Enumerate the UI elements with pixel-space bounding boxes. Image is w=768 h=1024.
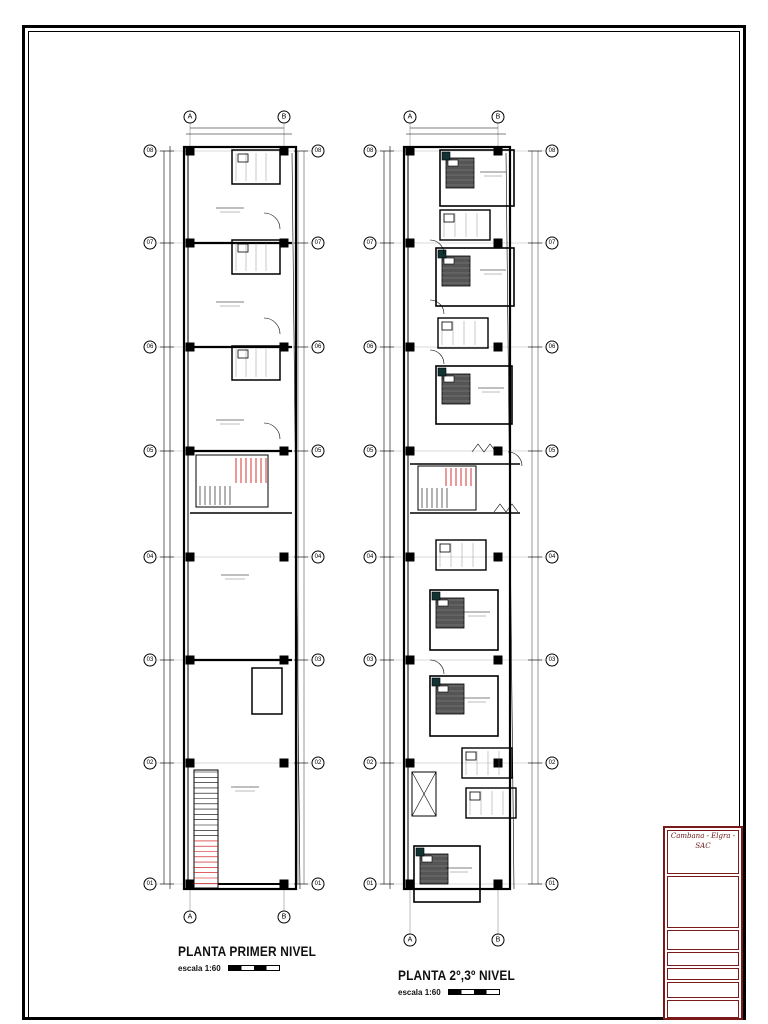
- grid-row-label: 02: [314, 760, 322, 766]
- pillow: [448, 160, 458, 166]
- title-block-district: [667, 968, 739, 980]
- toilet: [470, 792, 480, 800]
- pillow: [422, 856, 432, 862]
- scale-label-first-floor: escala 1:60: [178, 964, 221, 973]
- grid-column-label: A: [407, 936, 413, 944]
- grid-row-label: 01: [146, 881, 154, 887]
- plant: [442, 152, 450, 160]
- door-swing: [494, 504, 518, 512]
- grid-row-label: 03: [366, 657, 374, 663]
- grid-row-label: 02: [366, 760, 374, 766]
- plant: [416, 848, 424, 856]
- bathroom: [252, 668, 282, 714]
- grid-row-label: 04: [146, 554, 154, 560]
- title-block-sheet-number: [667, 1000, 739, 1018]
- title-block-sheet-name: [667, 982, 739, 998]
- bathroom: [436, 540, 486, 570]
- grid-row-label: 07: [366, 240, 374, 246]
- bathroom: [438, 318, 488, 348]
- structural-column: [494, 553, 502, 561]
- structural-column: [494, 343, 502, 351]
- grid-row-label: 08: [548, 148, 556, 154]
- structural-column: [280, 147, 288, 155]
- bathroom: [466, 788, 516, 818]
- grid-row-label: 07: [146, 240, 154, 246]
- structural-column: [406, 759, 414, 767]
- structural-column: [280, 553, 288, 561]
- structural-column: [494, 656, 502, 664]
- scale-bar-upper-floors: [448, 989, 500, 995]
- grid-row-label: 03: [314, 657, 322, 663]
- grid-row-label: 04: [366, 554, 374, 560]
- grid-row-label: 04: [548, 554, 556, 560]
- pillow: [444, 376, 454, 382]
- grid-row-label: 07: [548, 240, 556, 246]
- plan-title-upper-floors: PLANTA 2º,3º NIVEL: [398, 967, 515, 983]
- plant: [432, 678, 440, 686]
- grid-row-label: 01: [314, 881, 322, 887]
- grid-column-label: B: [495, 113, 501, 121]
- grid-row-label: 07: [314, 240, 322, 246]
- toilet: [444, 214, 454, 222]
- structural-column: [406, 147, 414, 155]
- structural-column: [186, 759, 194, 767]
- grid-row-label: 06: [146, 344, 154, 350]
- grid-row-label: 06: [366, 344, 374, 350]
- grid-row-label: 05: [314, 448, 322, 454]
- grid-row-label: 08: [314, 148, 322, 154]
- structural-column: [186, 880, 194, 888]
- grid-column-label: A: [187, 113, 193, 121]
- grid-row-label: 06: [314, 344, 322, 350]
- structural-column: [406, 880, 414, 888]
- structural-column: [494, 147, 502, 155]
- grid-row-label: 01: [548, 881, 556, 887]
- structural-column: [494, 239, 502, 247]
- grid-row-label: 05: [366, 448, 374, 454]
- grid-row-label: 04: [314, 554, 322, 560]
- door-swing: [430, 350, 444, 364]
- plant: [438, 368, 446, 376]
- grid-column-label: B: [281, 113, 287, 121]
- pillow: [444, 258, 454, 264]
- grid-row-label: 03: [146, 657, 154, 663]
- structural-column: [406, 239, 414, 247]
- door-swing: [472, 444, 496, 452]
- pillow: [438, 686, 448, 692]
- grid-row-label: 02: [548, 760, 556, 766]
- structural-column: [406, 553, 414, 561]
- title-block-logo: [667, 830, 739, 874]
- toilet: [238, 350, 248, 358]
- title-block-location: [667, 952, 739, 966]
- structural-column: [280, 759, 288, 767]
- structural-column: [186, 147, 194, 155]
- grid-row-label: 06: [548, 344, 556, 350]
- title-block-project: [667, 876, 739, 928]
- grid-row-label: 08: [146, 148, 154, 154]
- bathroom: [440, 210, 490, 240]
- structural-column: [406, 656, 414, 664]
- toilet: [238, 154, 248, 162]
- scale-label-upper-floors: escala 1:60: [398, 988, 441, 997]
- staircase: [196, 455, 268, 507]
- door-swing: [264, 213, 280, 229]
- plant: [438, 250, 446, 258]
- title-block-owner: [667, 930, 739, 950]
- door-swing: [430, 660, 444, 674]
- company-logo: Cambana - Elgra - SAC: [670, 832, 736, 850]
- plan-title-first-floor: PLANTA PRIMER NIVEL: [178, 943, 317, 959]
- toilet: [442, 322, 452, 330]
- title-block: [663, 826, 743, 1020]
- door-swing: [264, 423, 280, 439]
- grid-row-label: 02: [146, 760, 154, 766]
- door-swing: [264, 318, 280, 334]
- plant: [432, 592, 440, 600]
- toilet: [440, 544, 450, 552]
- grid-row-label: 08: [366, 148, 374, 154]
- grid-row-label: 01: [366, 881, 374, 887]
- structural-column: [406, 447, 414, 455]
- grid-column-label: B: [495, 936, 501, 944]
- scale-bar-first-floor: [228, 965, 280, 971]
- structural-column: [494, 880, 502, 888]
- toilet: [466, 752, 476, 760]
- structural-column: [186, 553, 194, 561]
- grid-column-label: A: [187, 913, 193, 921]
- exterior-wall: [184, 147, 296, 889]
- grid-row-label: 05: [146, 448, 154, 454]
- grid-row-label: 03: [548, 657, 556, 663]
- grid-row-label: 05: [548, 448, 556, 454]
- pillow: [438, 600, 448, 606]
- structural-column: [494, 759, 502, 767]
- grid-column-label: B: [281, 913, 287, 921]
- door-swing: [430, 300, 444, 314]
- grid-column-label: A: [407, 113, 413, 121]
- structural-column: [406, 343, 414, 351]
- toilet: [238, 244, 248, 252]
